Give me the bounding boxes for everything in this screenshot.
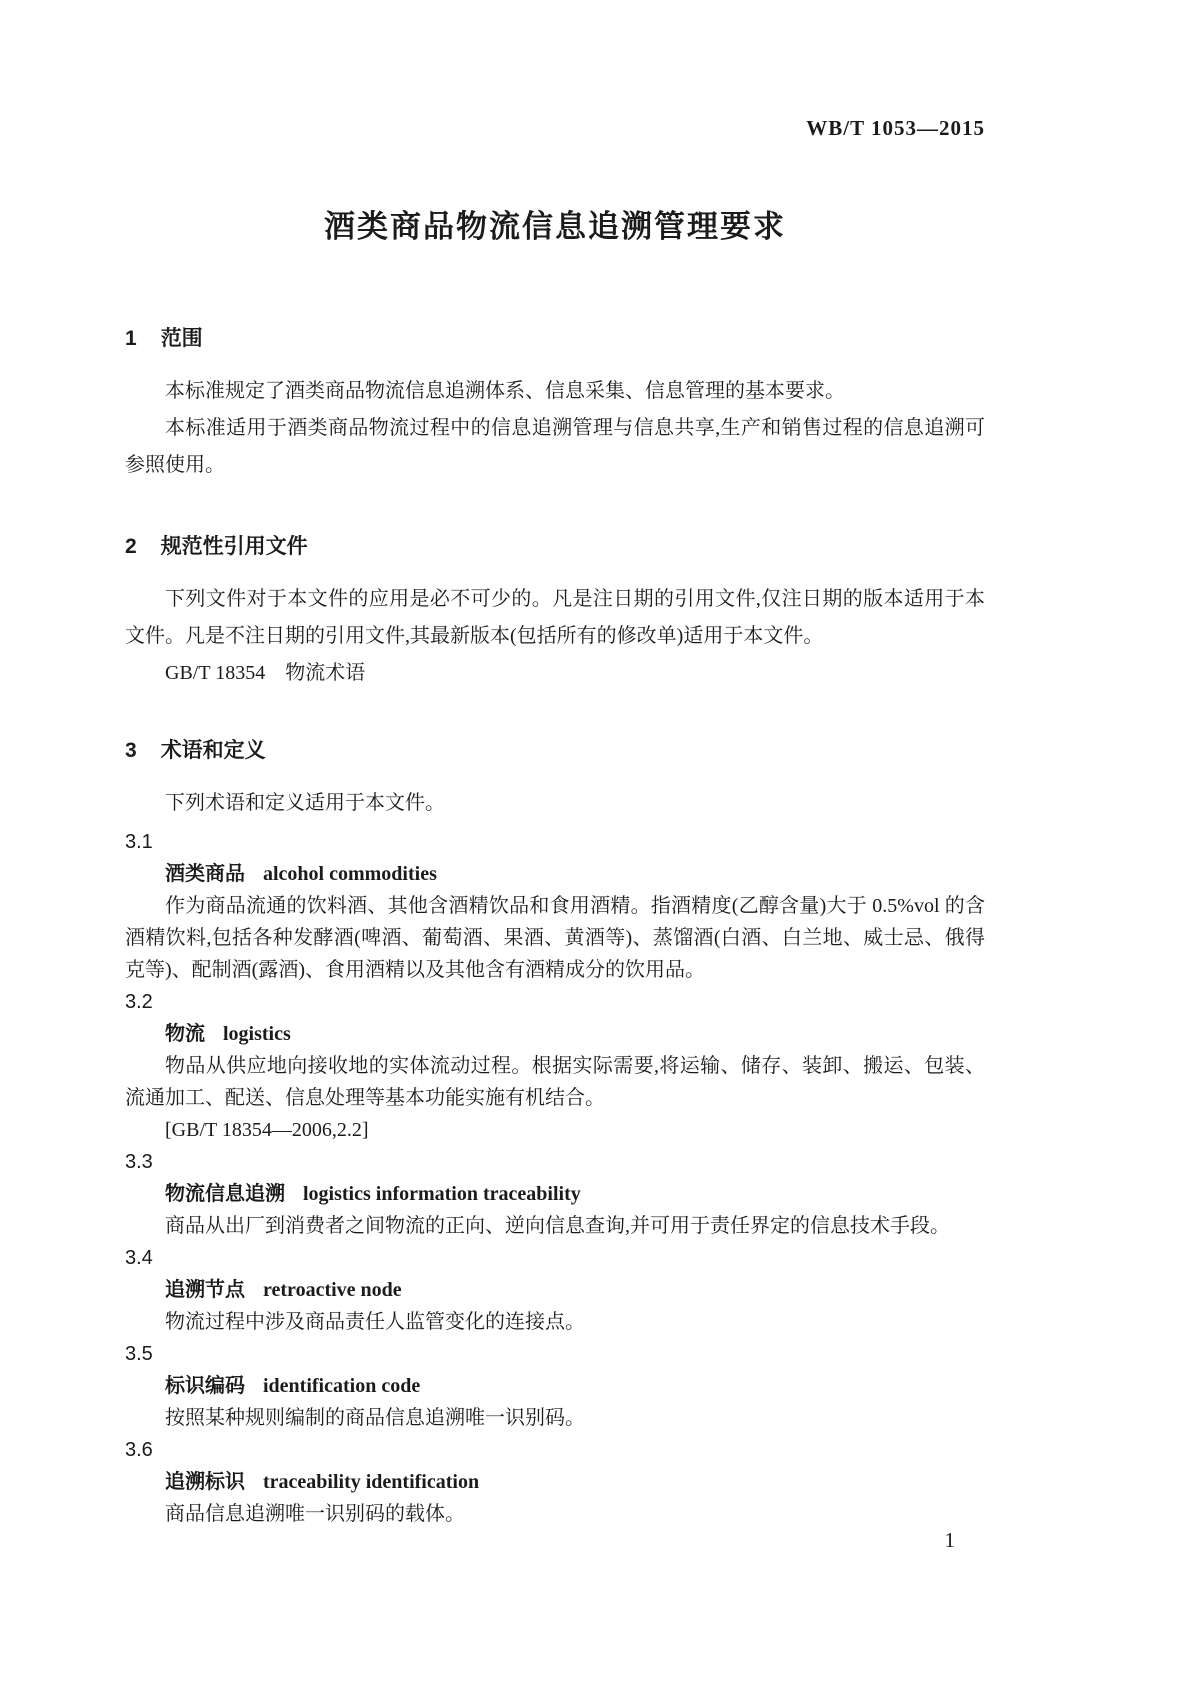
- paragraph: 本标准适用于酒类商品物流过程中的信息追溯管理与信息共享,生产和销售过程的信息追溯可参照使用。: [125, 417, 985, 476]
- term-name-en: retroactive node: [263, 1279, 402, 1301]
- page-content: [125, 0, 985, 1530]
- term-name-en: identification code: [263, 1375, 421, 1397]
- term-name-zh: 标识编码: [165, 1375, 245, 1397]
- section-references-body: [125, 581, 985, 692]
- term-definition: 作为商品流通的饮料酒、其他含酒精饮品和食用酒精。指酒精度(乙醇含量)大于 0.5%vol 的含酒精饮料,包括各种发酵酒(啤酒、葡萄酒、果酒、黄酒等)、蒸馏酒(白酒、白兰地、威士忌、俄得克等)、配制酒(露酒)、食用酒精以及其他含有酒精成分的饮用品。: [125, 895, 985, 981]
- term-name: [125, 858, 985, 890]
- term-name-zh: 物流信息追溯: [165, 1183, 285, 1205]
- clause-number: 1: [125, 327, 137, 350]
- term-number: 3.5: [125, 1343, 153, 1365]
- term-name-zh: 物流: [165, 1023, 205, 1045]
- clause-number: 2: [125, 535, 137, 558]
- term-definition: 商品信息追溯唯一识别码的载体。: [165, 1503, 465, 1525]
- term-definition: 物品从供应地向接收地的实体流动过程。根据实际需要,将运输、储存、装卸、搬运、包装、流通加工、配送、信息处理等基本功能实施有机结合。: [125, 1055, 985, 1109]
- page-number: 1: [944, 1528, 955, 1552]
- term-definition: 商品从出厂到消费者之间物流的正向、逆向信息查询,并可用于责任界定的信息技术手段。: [165, 1215, 950, 1237]
- standard-code: WB/T 1053—2015: [806, 116, 985, 140]
- term-block: [125, 826, 985, 986]
- term-number: 3.6: [125, 1439, 153, 1461]
- term-name: [125, 1466, 985, 1498]
- term-source: [GB/T 18354—2006,2.2]: [165, 1119, 369, 1141]
- clause-title: 规范性引用文件: [160, 535, 308, 558]
- term-name-en: alcohol commodities: [263, 863, 437, 885]
- reference-entry: GB/T 18354 物流术语: [165, 662, 366, 684]
- term-number: 3.3: [125, 1151, 153, 1173]
- term-name-en: logistics information traceability: [303, 1183, 581, 1205]
- term-number: 3.2: [125, 991, 153, 1013]
- term-definition: 物流过程中涉及商品责任人监管变化的连接点。: [165, 1311, 585, 1333]
- terms-list: [125, 826, 985, 1530]
- term-name-en: traceability identification: [263, 1471, 480, 1493]
- term-block: [125, 1338, 985, 1434]
- section-scope-body: [125, 373, 985, 484]
- term-name: [125, 1274, 985, 1306]
- paragraph: 本标准规定了酒类商品物流信息追溯体系、信息采集、信息管理的基本要求。: [165, 380, 845, 402]
- term-name: [125, 1370, 985, 1402]
- term-name-zh: 追溯节点: [165, 1279, 245, 1301]
- paragraph: 下列文件对于本文件的应用是必不可少的。凡是注日期的引用文件,仅注日期的版本适用于本文件。凡是不注日期的引用文件,其最新版本(包括所有的修改单)适用于本文件。: [125, 588, 985, 647]
- clause-title: 范围: [160, 327, 203, 350]
- term-block: [125, 986, 985, 1146]
- clause-number: 3: [125, 739, 137, 762]
- section-terms-body: [125, 785, 985, 822]
- section-heading-terms: [125, 734, 985, 764]
- section-heading-scope: [125, 322, 985, 352]
- document-title: 酒类商品物流信息追溯管理要求: [324, 209, 786, 244]
- term-block: [125, 1242, 985, 1338]
- term-number: 3.1: [125, 831, 153, 853]
- term-block: [125, 1434, 985, 1530]
- terms-intro: 下列术语和定义适用于本文件。: [165, 792, 445, 814]
- section-heading-normative-references: [125, 530, 985, 560]
- term-name: [125, 1178, 985, 1210]
- term-name-en: logistics: [223, 1023, 291, 1045]
- clause-title: 术语和定义: [160, 739, 266, 762]
- term-name-zh: 酒类商品: [165, 863, 245, 885]
- term-number: 3.4: [125, 1247, 153, 1269]
- term-name: [125, 1018, 985, 1050]
- term-definition: 按照某种规则编制的商品信息追溯唯一识别码。: [165, 1407, 585, 1429]
- term-name-zh: 追溯标识: [165, 1471, 245, 1493]
- term-block: [125, 1146, 985, 1242]
